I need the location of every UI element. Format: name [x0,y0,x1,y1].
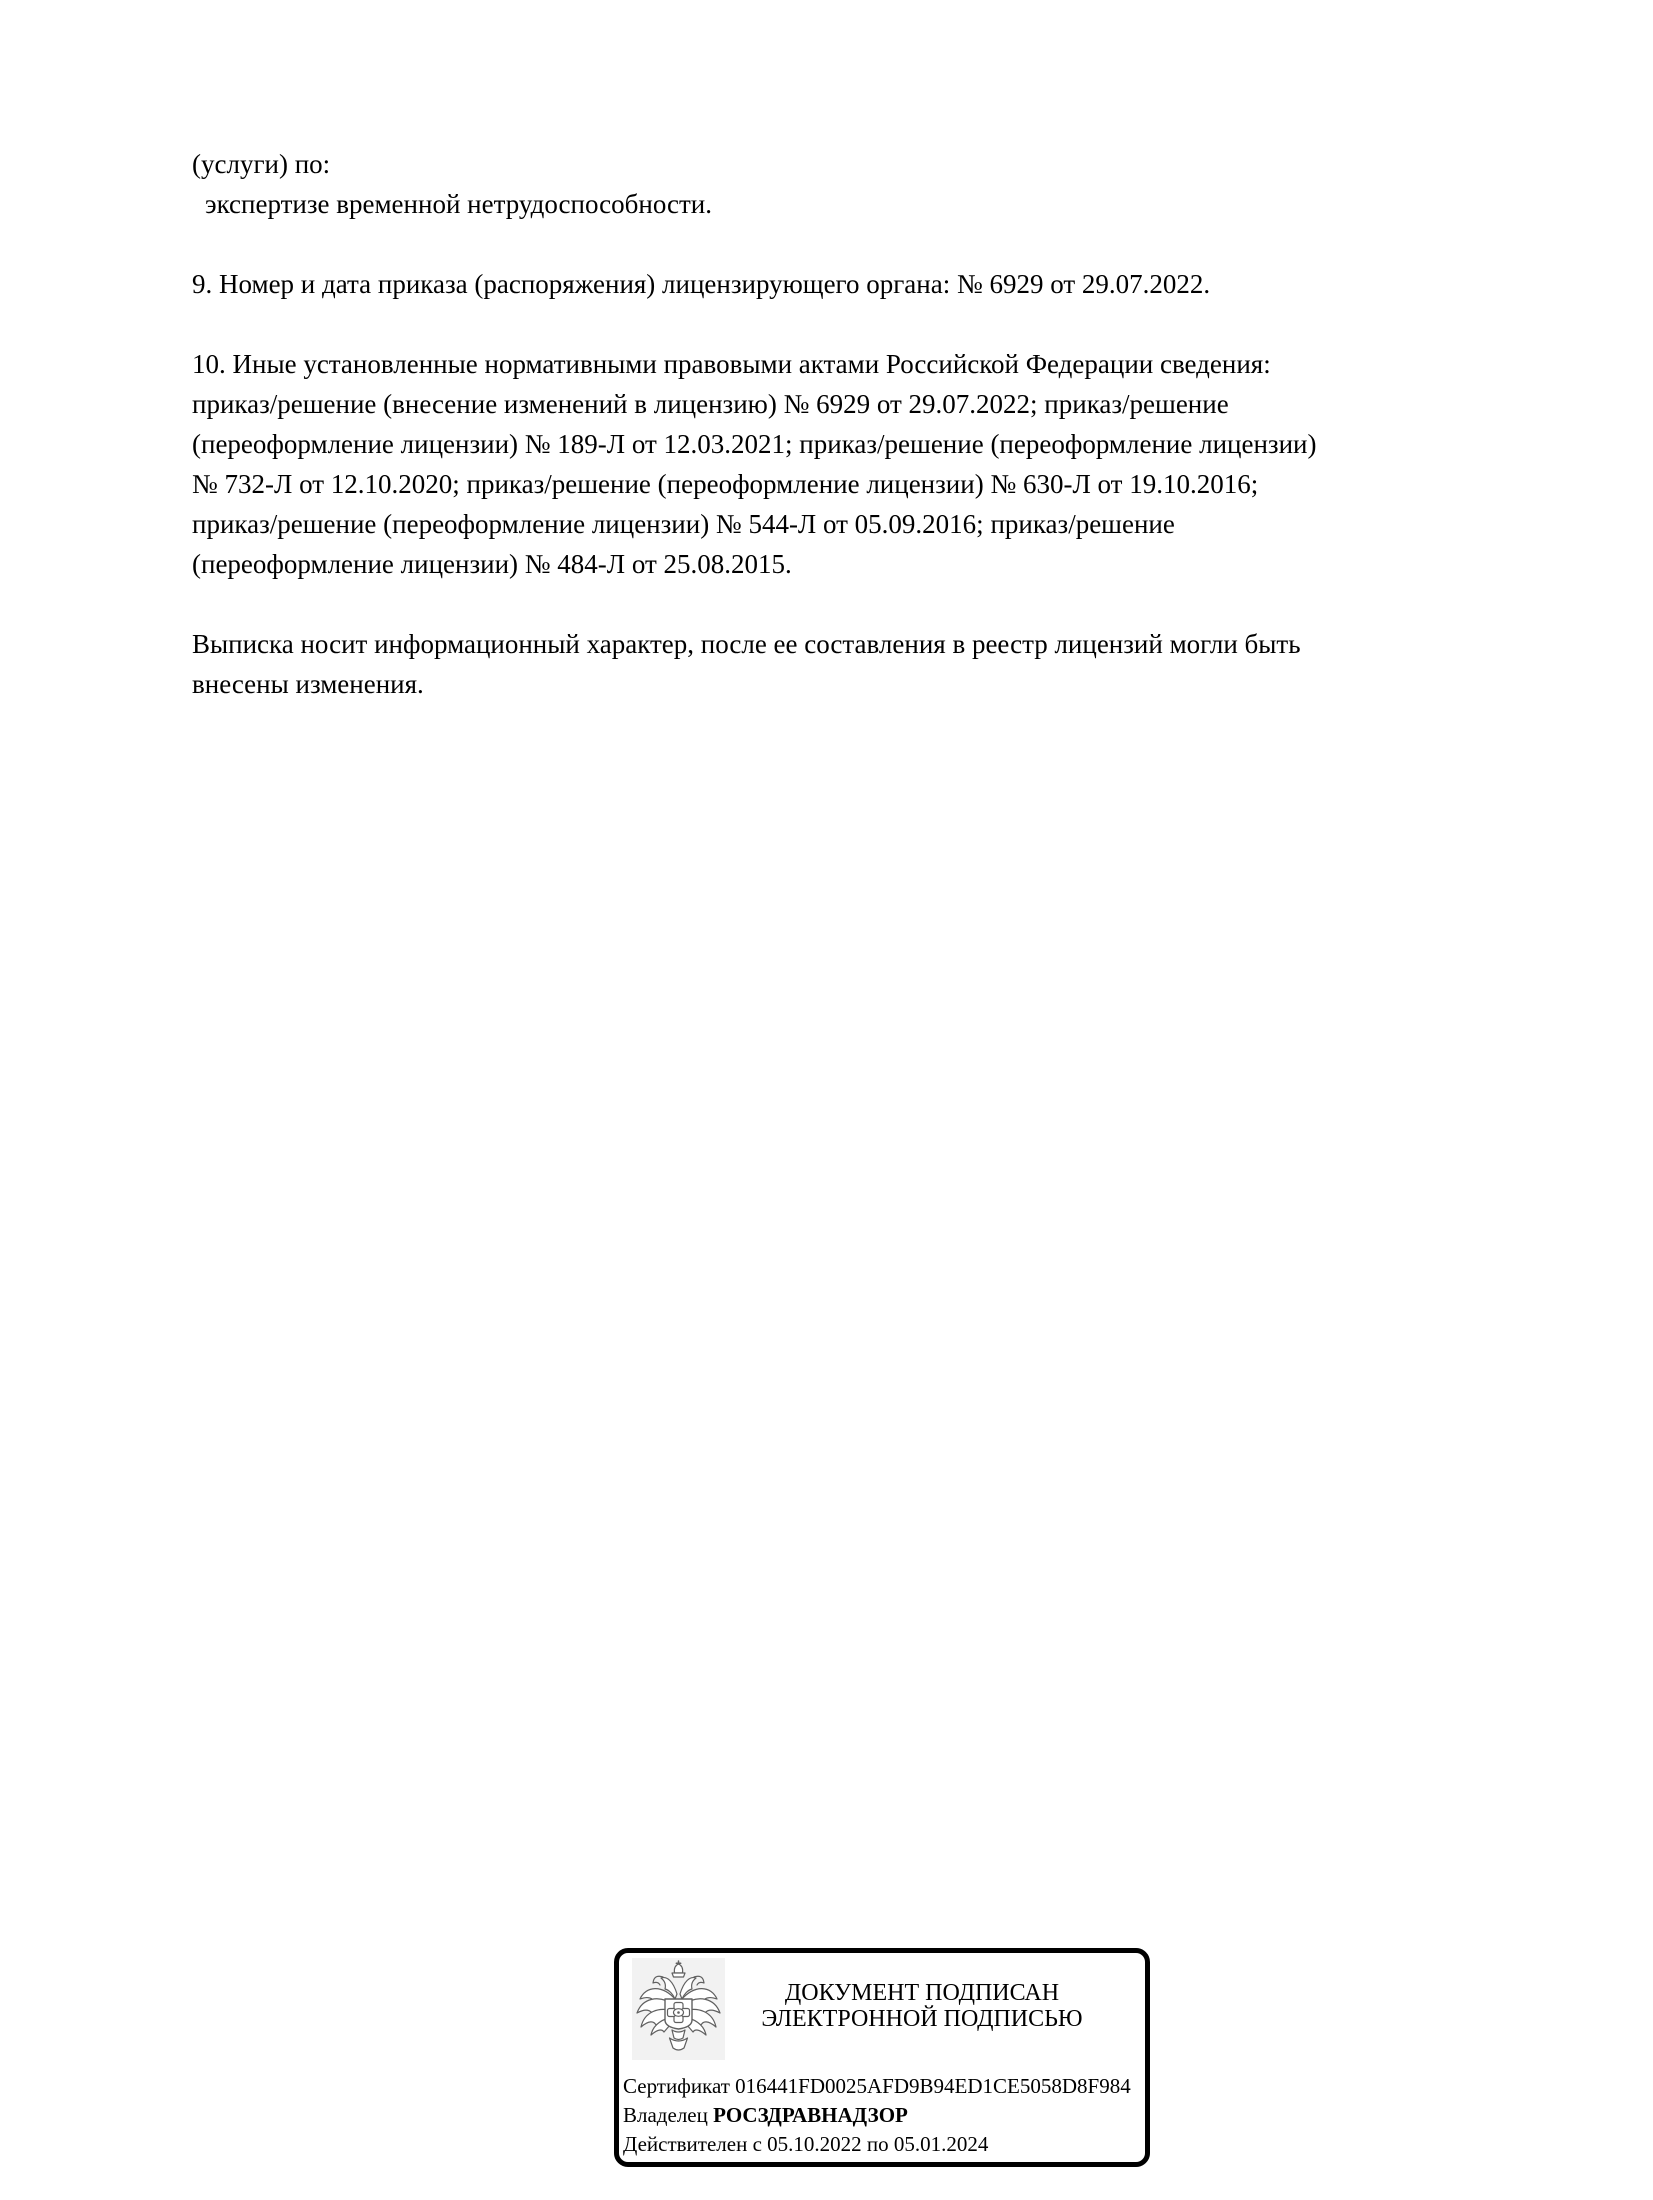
document-body [192,144,1316,704]
document-line: 10. Иные установленные нормативными правовыми актами Российской Федерации сведения: [192,349,1271,379]
document-line: № 732-Л от 12.10.2020; приказ/решение (переоформление лицензии) № 630-Л от 19.10.2016; [192,469,1259,499]
certificate-label: Сертификат [623,2074,730,2098]
roszdravnadzor-eagle-emblem-icon [632,1958,725,2060]
document-line: (услуги) по: [192,149,331,179]
stamp-title [724,1980,1120,2032]
electronic-signature-stamp [614,1948,1150,2167]
document-line [192,584,1316,624]
certificate-value: 016441FD0025AFD9B94ED1CE5058D8F984 [735,2074,1131,2098]
document-line [192,304,1316,344]
document-line: Выписка носит информационный характер, после ее составления в реестр лицензий могли быть [192,629,1301,659]
stamp-title-line-2: ЭЛЕКТРОННОЙ ПОДПИСЬЮ [761,2006,1083,2032]
owner-label: Владелец [623,2103,708,2127]
document-line: (переоформление лицензии) № 189-Л от 12.03.2021; приказ/решение (переоформление лицензии) [192,429,1317,459]
document-line: экспертизе временной нетрудоспособности. [205,189,712,219]
document-line [192,224,1316,264]
document-line: (переоформление лицензии) № 484-Л от 25.08.2015. [192,549,792,579]
owner-line [623,2101,1141,2130]
document-line: 9. Номер и дата приказа (распоряжения) лицензирующего органа: № 6929 от 29.07.2022. [192,269,1211,299]
document-line: приказ/решение (внесение изменений в лицензию) № 6929 от 29.07.2022; приказ/решение [192,389,1229,419]
validity-line: Действителен с 05.10.2022 по 05.01.2024 [623,2132,989,2156]
certificate-line [623,2072,1141,2101]
document-line: внесены изменения. [192,669,424,699]
owner-value: РОСЗДРАВНАДЗОР [713,2103,908,2127]
stamp-title-line-1: ДОКУМЕНТ ПОДПИСАН [784,1980,1060,2006]
document-line: приказ/решение (переоформление лицензии) № 544-Л от 05.09.2016; приказ/решение [192,509,1175,539]
stamp-details [623,2072,1141,2159]
